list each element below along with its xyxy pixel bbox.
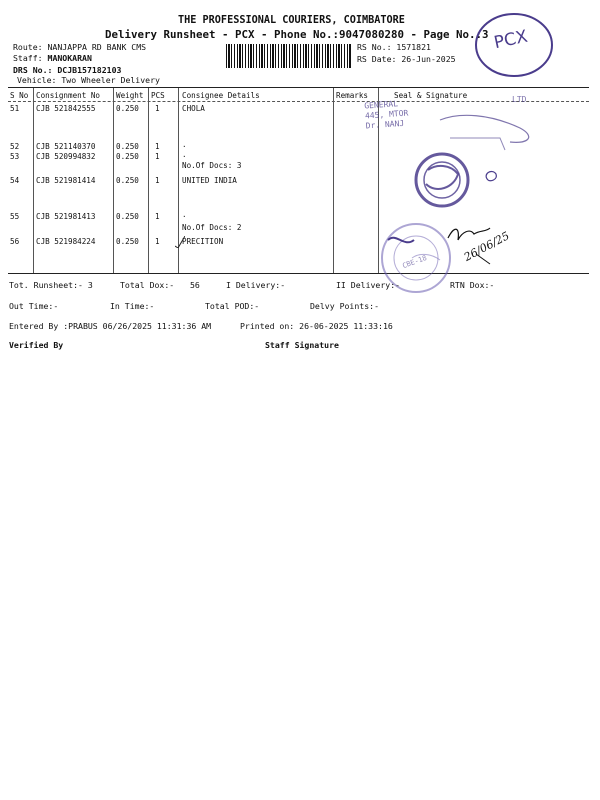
row-consignment: CJB 521981414 [36,176,96,185]
row-weight: 0.250 [116,212,139,221]
col-divider [113,88,114,273]
col-header-sno: S No [10,91,29,100]
row-pcs: 1 [155,104,160,113]
rs-date: RS Date: 26-Jun-2025 [357,54,456,64]
row-sno: 51 [10,104,20,113]
runsheet-title: Delivery Runsheet - PCX - Phone No.:9047080280 - Page No.:3 [105,28,489,41]
row-consignee: PRECITION [182,237,224,246]
row-consignee: . [182,210,187,219]
row-sno: 54 [10,176,20,185]
row-pcs: 1 [155,142,160,151]
total-pod: Total POD:- [205,301,260,311]
row-sno: 52 [10,142,20,151]
row-consignee: . [182,140,187,149]
staff-signature: Staff Signature [265,340,339,350]
row-pcs: 1 [155,212,160,221]
checkmark-icon [175,236,185,248]
route-label: Route: NANJAPPA RD BANK CMS [13,42,147,52]
company-seal: GENERAL 445, MTOR Dr. NANJ [364,99,409,131]
vehicle-info: Vehicle: Two Wheeler Delivery [17,75,160,85]
table-header-line [8,101,589,102]
col-header-pcs: PCS [151,91,165,100]
handwritten-date: 26/06/25 [461,229,512,264]
rs-number: RS No.: 1571821 [357,42,431,52]
table-top-line [8,87,589,88]
row-weight: 0.250 [116,237,139,246]
row-consignee: UNITED INDIA [182,176,237,185]
row-pcs: 1 [155,176,160,185]
col-header-weight: Weight [116,91,144,100]
row-sno: 56 [10,237,20,246]
tot-runsheet: Tot. Runsheet:- 3 [9,280,93,290]
row-consignment: CJB 521842555 [36,104,96,113]
ii-delivery: II Delivery:- [336,280,401,290]
rtn-dox: RTN Dox:- [450,280,495,290]
round-stamp-text: CBE-18 [401,253,428,271]
total-dox-label: Total Dox:- [120,280,175,290]
ltd-mark: LTD [512,95,527,104]
row-weight: 0.250 [116,176,139,185]
staff-name: MANOKARAN [47,53,92,63]
staff-label: Staff: [13,53,43,63]
row-consignment: CJB 521984224 [36,237,96,246]
col-header-remarks: Remarks [336,91,369,100]
row-weight: 0.250 [116,152,139,161]
col-divider [33,88,34,273]
col-header-consignment: Consignment No [36,91,101,100]
row-consignment: CJB 521140370 [36,142,96,151]
printed-on: Printed on: 26-06-2025 11:33:16 [240,321,393,331]
company-title: THE PROFESSIONAL COURIERS, COIMBATORE [178,15,405,26]
row-docs-note: No.Of Docs: 2 [182,223,242,232]
row-consignment: CJB 521981413 [36,212,96,221]
drs-number: DRS No.: DCJB157182103 [13,65,122,75]
row-sno: 53 [10,152,20,161]
row-consignment: CJB 520994832 [36,152,96,161]
seal-signature-marks [380,108,580,298]
col-divider [333,88,334,273]
in-time: In Time:- [110,301,155,311]
verified-by: Verified By [9,340,64,350]
row-weight: 0.250 [116,104,139,113]
i-delivery: I Delivery:- [226,280,286,290]
col-header-seal: Seal & Signature [394,91,468,100]
col-header-consignee: Consignee Details [182,91,260,100]
row-pcs: 1 [155,237,160,246]
row-consignee: CHOLA [182,104,205,113]
pcx-stamp-text: PCX [492,26,530,54]
row-consignee: . [182,150,187,159]
col-divider [148,88,149,273]
row-pcs: 1 [155,152,160,161]
row-weight: 0.250 [116,142,139,151]
out-time: Out Time:- [9,301,59,311]
delvy-points: Delvy Points:- [310,301,380,311]
row-sno: 55 [10,212,20,221]
row-docs-note: No.Of Docs: 3 [182,161,242,170]
total-dox-value: 56 [190,280,200,290]
barcode [226,44,351,68]
entered-by: Entered By :PRABUS 06/26/2025 11:31:36 AM [9,321,212,331]
staff-line [13,53,92,63]
